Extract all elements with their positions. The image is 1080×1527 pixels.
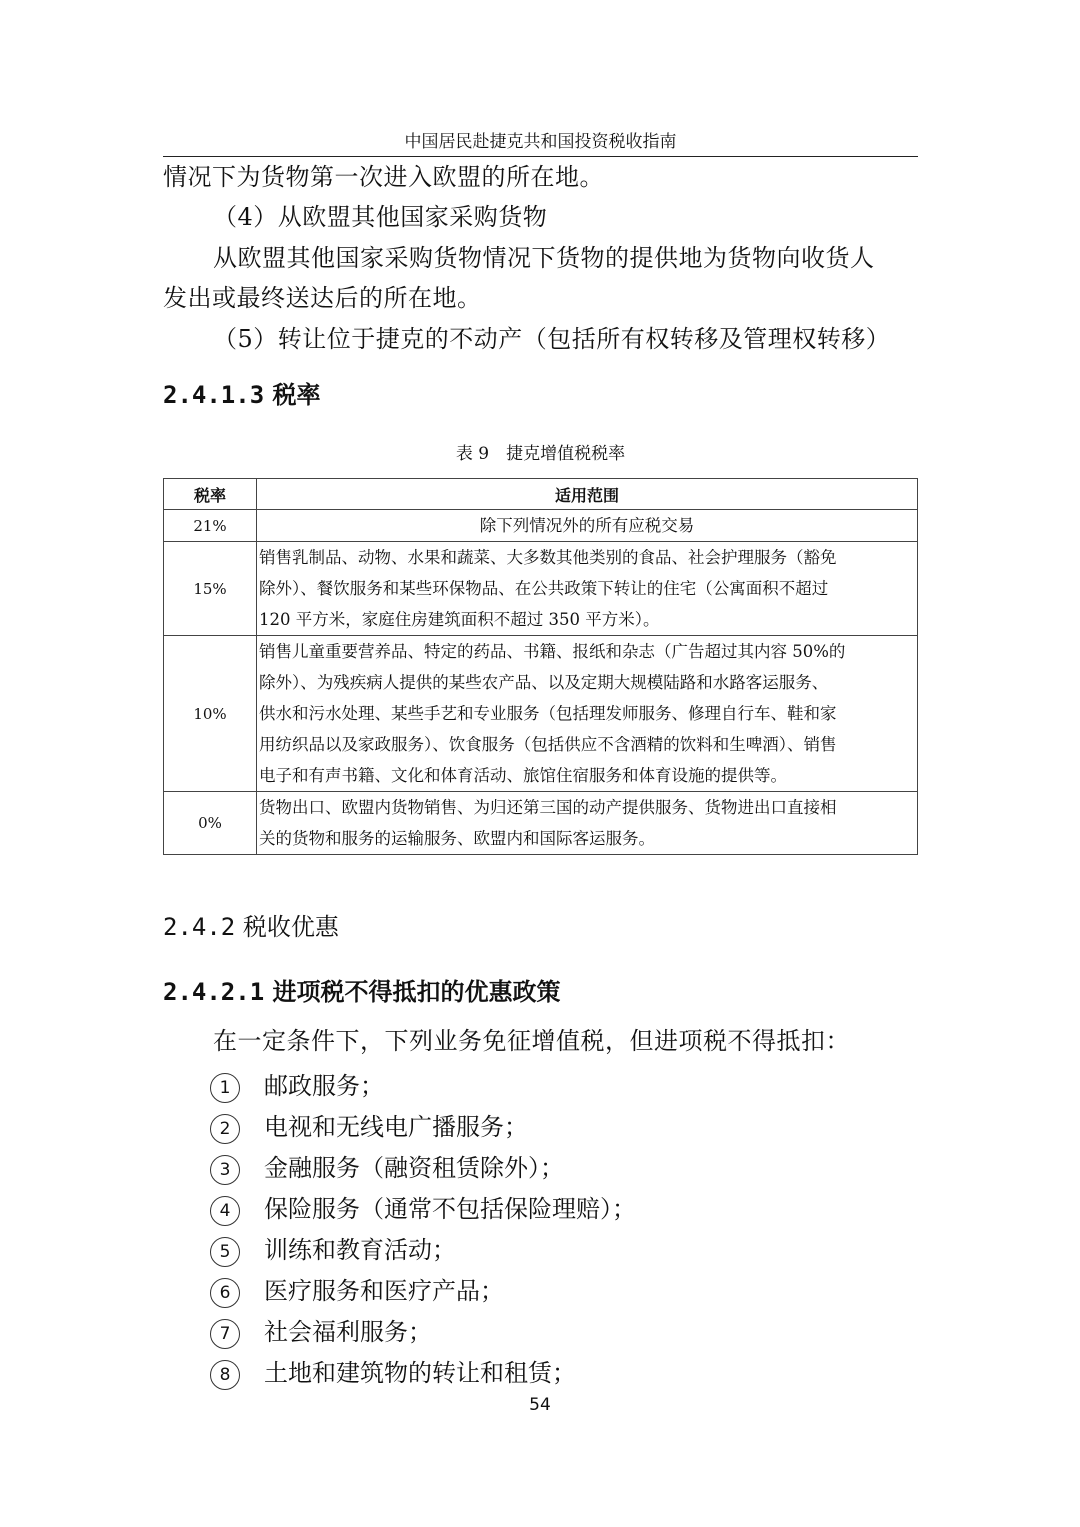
scope-line: 电子和有声书籍、文化和体育活动、旅馆住宿服务和体育设施的提供等。 [259, 766, 787, 785]
scope-line: 销售乳制品、动物、水果和蔬菜、大多数其他类别的食品、社会护理服务（豁免 [259, 548, 837, 567]
section-title: 税率 [272, 381, 321, 409]
circled-number-marker: 8 [210, 1360, 240, 1390]
circled-number-marker: 7 [210, 1319, 240, 1349]
scope-line: 用纺织品以及家政服务）、饮食服务（包括供应不含酒精的饮料和生啤酒）、销售 [259, 735, 837, 754]
running-header: 中国居民赴捷克共和国投资税收指南 [163, 128, 918, 157]
list-item-text: 社会福利服务； [264, 1318, 432, 1346]
table-row [164, 542, 918, 636]
list-item [210, 1148, 636, 1189]
section-number: 2.4.2.1 [163, 978, 265, 1006]
column-header-rate: 税率 [164, 479, 257, 510]
section-number: 2.4.2 [163, 913, 236, 941]
circled-number-marker: 6 [210, 1278, 240, 1308]
scope-line: 除下列情况外的所有应税交易 [479, 516, 695, 535]
list-item-text: 保险服务（通常不包括保险理赔）； [264, 1195, 636, 1223]
intro-paragraph: 在一定条件下，下列业务免征增值税，但进项税不得抵扣： [213, 1027, 850, 1055]
body-paragraph-3-line1: 从欧盟其他国家采购货物情况下货物的提供地为货物向收货人 [213, 244, 875, 272]
scope-line: 除外）、为残疾病人提供的某些农产品、以及定期大规模陆路和水路客运服务、 [259, 673, 829, 692]
rate-cell: 0% [164, 792, 257, 855]
rate-cell: 21% [164, 510, 257, 542]
exempt-services-list [210, 1066, 636, 1394]
section-heading-2413 [163, 375, 321, 415]
scope-line: 除外）、餐饮服务和某些环保物品、在公共政策下转让的住宅（公寓面积不超过 [259, 579, 829, 598]
scope-line: 货物出口、欧盟内货物销售、为归还第三国的动产提供服务、货物进出口直接相 [259, 798, 837, 817]
rate-cell: 15% [164, 542, 257, 636]
section-heading-242 [163, 907, 339, 947]
section-heading-2421 [163, 972, 561, 1012]
circled-number-marker: 5 [210, 1237, 240, 1267]
circled-number-marker: 1 [210, 1073, 240, 1103]
scope-cell [257, 510, 918, 542]
list-item [210, 1066, 636, 1107]
list-item [210, 1189, 636, 1230]
list-item-text: 邮政服务； [264, 1072, 384, 1100]
table-row [164, 636, 918, 792]
rate-cell: 10% [164, 636, 257, 792]
list-item [210, 1271, 636, 1312]
list-item-text: 土地和建筑物的转让和租赁； [264, 1359, 576, 1387]
table-caption: 表 9 捷克增值税税率 [455, 444, 626, 464]
scope-line: 关的货物和服务的运输服务、欧盟内和国际客运服务。 [259, 829, 655, 848]
scope-cell [257, 792, 918, 855]
circled-number-marker: 4 [210, 1196, 240, 1226]
vat-rate-table [163, 478, 918, 855]
item-heading-5: （5）转让位于捷克的不动产（包括所有权转移及管理权转移） [213, 325, 891, 353]
table-header-row [164, 479, 918, 510]
list-item [210, 1107, 636, 1148]
section-number: 2.4.1.3 [163, 381, 265, 409]
list-item-text: 电视和无线电广播服务； [264, 1113, 528, 1141]
table-row [164, 792, 918, 855]
scope-line: 120 平方米，家庭住房建筑面积不超过 350 平方米）。 [259, 610, 660, 629]
table-row [164, 510, 918, 542]
list-item [210, 1353, 636, 1394]
list-item [210, 1230, 636, 1271]
column-header-scope: 适用范围 [257, 479, 918, 510]
list-item-text: 金融服务（融资租赁除外）； [264, 1154, 564, 1182]
list-item-text: 医疗服务和医疗产品； [264, 1277, 504, 1305]
section-title: 进项税不得抵扣的优惠政策 [272, 978, 561, 1006]
body-paragraph-1: 情况下为货物第一次进入欧盟的所在地。 [163, 163, 604, 191]
section-title: 税收优惠 [242, 913, 339, 941]
scope-cell [257, 636, 918, 792]
circled-number-marker: 3 [210, 1155, 240, 1185]
scope-line: 供水和污水处理、某些手艺和专业服务（包括理发师服务、修理自行车、鞋和家 [259, 704, 837, 723]
item-heading-4: （4）从欧盟其他国家采购货物 [213, 203, 548, 231]
body-paragraph-3-line2: 发出或最终送达后的所在地。 [163, 284, 482, 312]
scope-line: 销售儿童重要营养品、特定的药品、书籍、报纸和杂志（广告超过其内容 50%的 [259, 642, 846, 661]
list-item [210, 1312, 636, 1353]
scope-cell [257, 542, 918, 636]
circled-number-marker: 2 [210, 1114, 240, 1144]
list-item-text: 训练和教育活动； [264, 1236, 456, 1264]
page-number: 54 [529, 1395, 551, 1415]
